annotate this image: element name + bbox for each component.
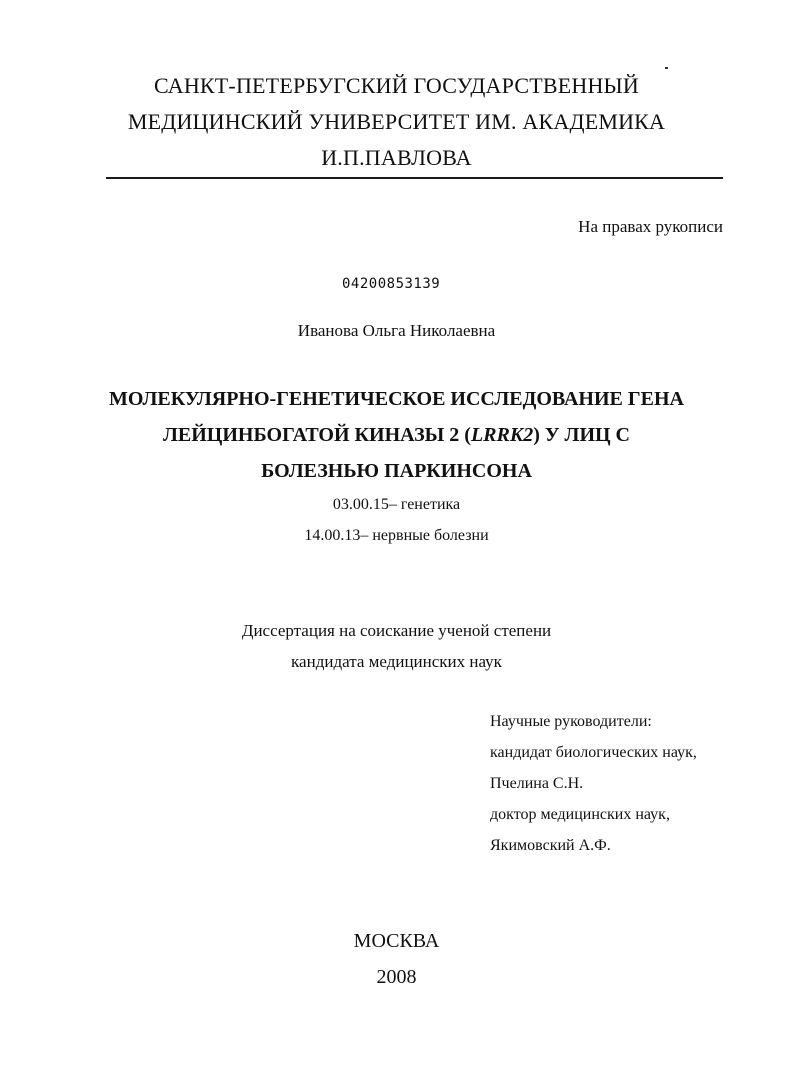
advisors-heading: Научные руководители:: [490, 713, 652, 730]
advisor-1-name: Пчелина С.Н.: [490, 775, 584, 792]
title-line-2-pre: ЛЕЙЦИНБОГАТОЙ КИНАЗЫ 2 (: [163, 424, 471, 446]
advisor-2-degree: доктор медицинских наук,: [490, 806, 670, 823]
dissertation-line-1: Диссертация на соискание ученой степени: [241, 621, 552, 640]
institution-line-3: И.П.ПАВЛОВА: [321, 145, 472, 170]
title-line-3: БОЛЕЗНЬЮ ПАРКИНСОНА: [261, 460, 532, 482]
specialty-1: 03.00.15– генетика: [332, 496, 461, 513]
author-name: Иванова Ольга Николаевна: [297, 321, 496, 340]
advisor-2-name: Якимовский А.Ф.: [490, 837, 611, 854]
gene-symbol: LRRK2: [470, 424, 534, 446]
title-line-2: [0, 425, 793, 445]
dissertation-line-2: кандидата медицинских наук: [291, 652, 502, 671]
year: 2008: [376, 966, 417, 988]
institution-line-1: САНКТ-ПЕТЕРБУГСКИЙ ГОСУДАРСТВЕННЫЙ: [153, 73, 640, 98]
advisor-1-degree: кандидат биологических наук,: [490, 744, 697, 761]
city: МОСКВА: [353, 930, 440, 952]
scan-speck: [665, 67, 668, 69]
title-line-1: МОЛЕКУЛЯРНО-ГЕНЕТИЧЕСКОЕ ИССЛЕДОВАНИЕ ГЕНА: [109, 388, 684, 410]
specialty-2: 14.00.13– нервные болезни: [304, 527, 489, 544]
title-line-2-post: ) У ЛИЦ С: [533, 424, 630, 446]
institution-line-2: МЕДИЦИНСКИЙ УНИВЕРСИТЕТ ИМ. АКАДЕМИКА: [127, 109, 666, 134]
document-number: 04200853139: [342, 276, 441, 292]
rights-note: На правах рукописи: [578, 217, 723, 236]
header-divider: [106, 177, 723, 179]
